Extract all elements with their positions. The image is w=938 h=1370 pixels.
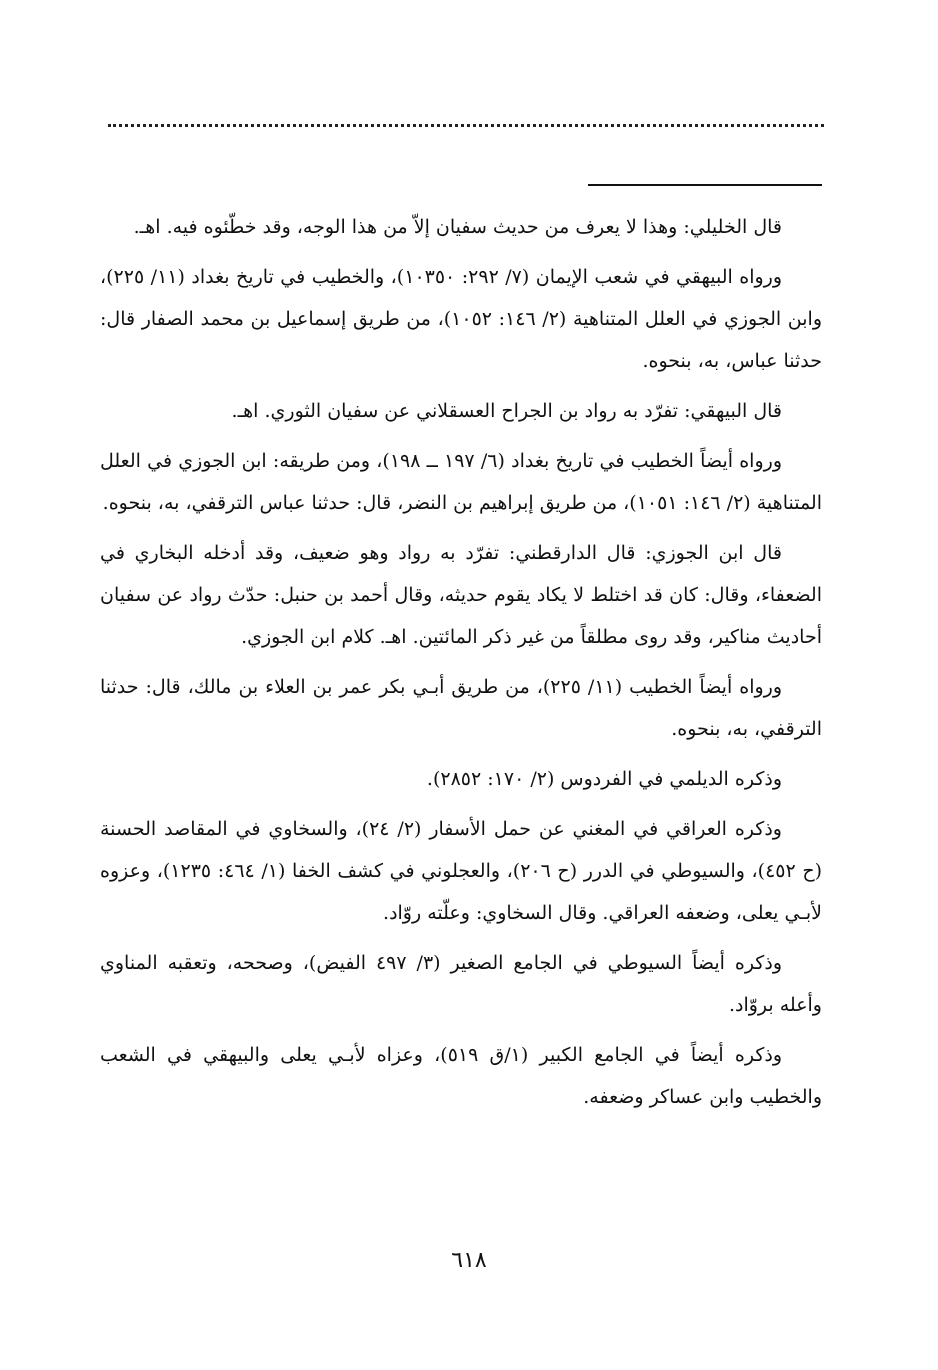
footnote-text	[100, 206, 822, 1126]
paragraph: قال الخليلي: وهذا لا يعرف من حديث سفيان إلاّ من هذا الوجه، وقد خطّئوه فيه. اهـ.	[133, 216, 782, 238]
footnote-rule	[588, 184, 822, 186]
dotted-separator	[108, 124, 824, 127]
paragraph: وذكره أيضاً السيوطي في الجامع الصغير (٣/ ٤٩٧ الفيض)، وصححه، وتعقبه المناوي وأعله بروّاد.	[100, 952, 822, 1016]
page-number: ٦١٨	[451, 1248, 487, 1273]
paragraph: وذكره الديلمي في الفردوس (٢/ ١٧٠: ٢٨٥٢).	[426, 768, 782, 790]
paragraph: وذكره العراقي في المغني عن حمل الأسفار (٢/ ٢٤)، والسخاوي في المقاصد الحسنة (ح ٤٥٢)، والسيوطي في الدرر (ح ٢٠٦)، والعجلوني في كشف الخفا (١/ ٤٦٤: ١٢٣٥)، وعزوه لأبـي يعلى، وضعفه العراقي. وقال السخاوي: وعلّته روّاد.	[100, 818, 823, 924]
paragraph: ورواه أيضاً الخطيب (١١/ ٢٢٥)، من طريق أبـي بكر عمر بن العلاء بن مالك، قال: حدثنا الترقفي، به، بنحوه.	[100, 676, 822, 740]
paragraph: قال البيهقي: تفرّد به رواد بن الجراح العسقلاني عن سفيان الثوري. اهـ.	[231, 400, 782, 422]
paragraph: قال ابن الجوزي: قال الدارقطني: تفرّد به رواد وهو ضعيف، وقد أدخله البخاري في الضعفاء، وقال: كان قد اختلط لا يكاد يقوم حديثه، وقال أحمد بن حنبل: حدّث رواد عن سفيان أحاديث مناكير، وقد روى مطلقاً من غير ذكر المائتين. اهـ. كلام ابن الجوزي.	[100, 542, 822, 648]
paragraph: ورواه البيهقي في شعب الإيمان (٧/ ٢٩٢: ١٠٣٥٠)، والخطيب في تاريخ بغداد (١١/ ٢٢٥)، وابن الجوزي في العلل المتناهية (٢/ ١٤٦: ١٠٥٢)، من طريق إسماعيل بن محمد الصفار قال: حدثنا عباس، به، بنحوه.	[100, 266, 822, 372]
paragraph: وذكره أيضاً في الجامع الكبير (١/ق ٥١٩)، وعزاه لأبـي يعلى والبيهقي في الشعب والخطيب وابن عساكر وضعفه.	[100, 1044, 822, 1108]
paragraph: ورواه أيضاً الخطيب في تاريخ بغداد (٦/ ١٩٧ ــ ١٩٨)، ومن طريقه: ابن الجوزي في العلل المتناهية (٢/ ١٤٦: ١٠٥١)، من طريق إبراهيم بن النضر، قال: حدثنا عباس الترقفي، به، بنحوه.	[100, 450, 822, 514]
